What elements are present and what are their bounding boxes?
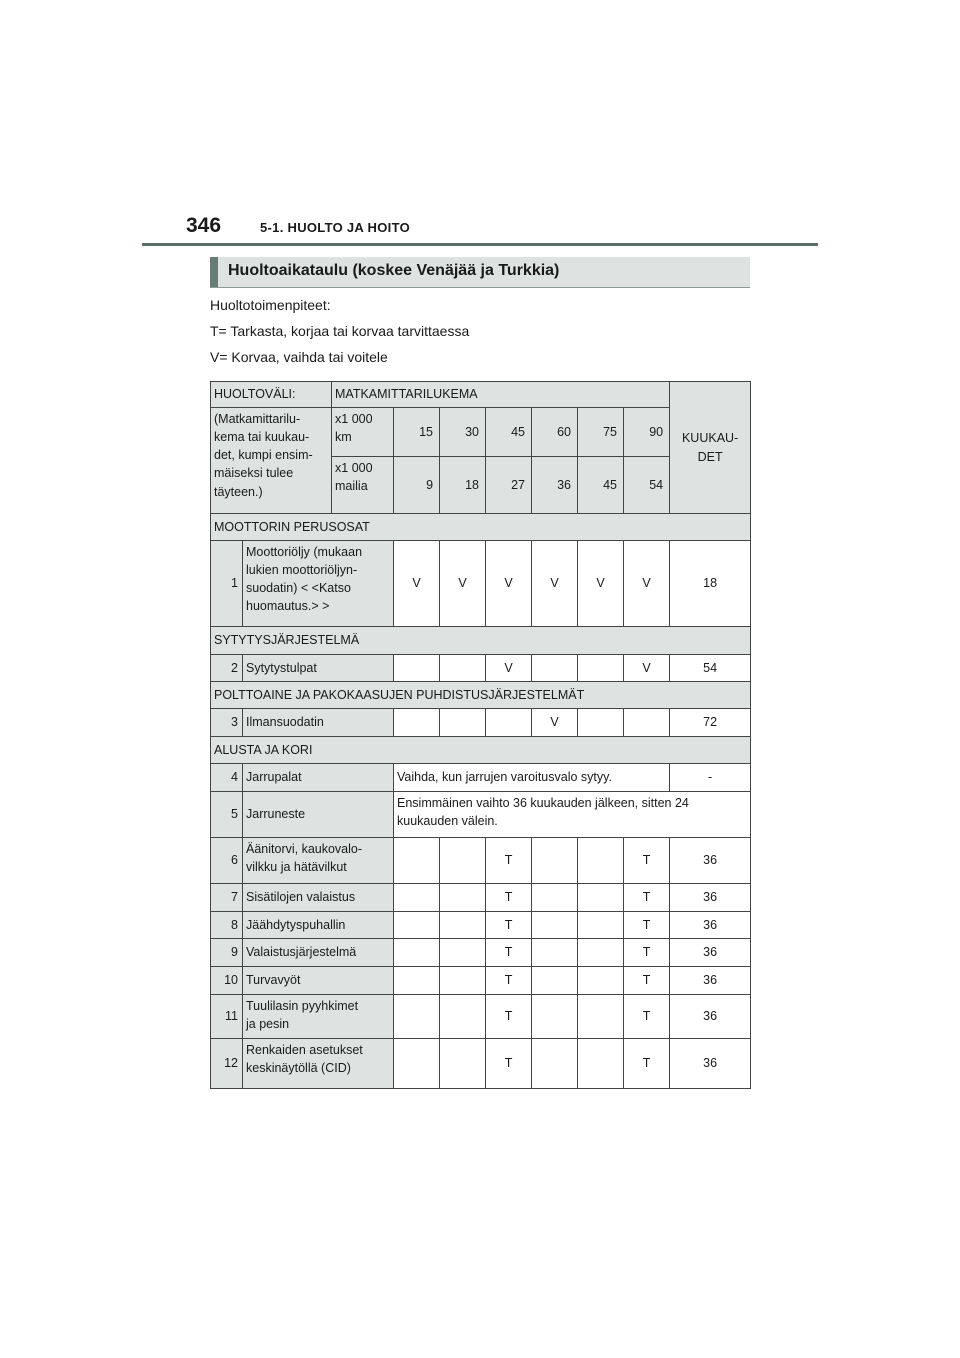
heading-accent-bar	[210, 257, 218, 287]
interval-description: (Matkamittarilu- kema tai kuukau- det, kumpi ensim- mäiseksi tulee täyteen.)	[211, 408, 332, 514]
row-cell: V	[532, 709, 578, 737]
miles-value: 36	[532, 457, 578, 514]
row-cell	[532, 967, 578, 995]
row-item: Jäähdytyspuhallin	[243, 912, 394, 939]
table-row	[211, 967, 751, 995]
row-cell	[440, 995, 486, 1039]
table-row	[211, 939, 751, 967]
table-row	[211, 764, 751, 792]
table-row	[211, 884, 751, 912]
row-cell	[394, 709, 440, 737]
row-cell	[578, 995, 624, 1039]
row-cell: T	[624, 1039, 670, 1089]
row-item: Sisätilojen valaistus	[243, 884, 394, 912]
row-number: 2	[211, 655, 243, 682]
row-cell	[394, 838, 440, 884]
row-item: Jarrupalat	[243, 764, 394, 792]
row-cell	[486, 709, 532, 737]
row-months: 36	[670, 838, 751, 884]
row-cell	[440, 884, 486, 912]
row-number: 12	[211, 1039, 243, 1089]
table-row	[211, 792, 751, 838]
intro-line-1: Huoltotoimenpiteet:	[210, 297, 331, 313]
km-value: 15	[394, 408, 440, 457]
row-cell: T	[624, 838, 670, 884]
km-value: 60	[532, 408, 578, 457]
row-cell: V	[624, 541, 670, 627]
row-item: Ilmansuodatin	[243, 709, 394, 737]
section-row-fuel	[211, 682, 751, 709]
row-cell	[578, 838, 624, 884]
row-cell	[532, 884, 578, 912]
row-cell	[440, 912, 486, 939]
row-cell	[578, 1039, 624, 1089]
miles-unit: x1 000 mailia	[332, 457, 394, 514]
row-cell: T	[486, 912, 532, 939]
row-cell: T	[624, 995, 670, 1039]
heading-title: Huoltoaikataulu (koskee Venäjää ja Turkkia)	[228, 262, 560, 279]
row-cell	[578, 709, 624, 737]
row-months: 36	[670, 912, 751, 939]
maintenance-schedule-table	[210, 381, 751, 1089]
row-cell: T	[486, 939, 532, 967]
section-label: POLTTOAINE JA PAKOKAASUJEN PUHDISTUSJÄRJESTELMÄT	[211, 682, 751, 709]
row-cell	[394, 939, 440, 967]
row-cell	[440, 709, 486, 737]
miles-value: 45	[578, 457, 624, 514]
section-row-ignition	[211, 627, 751, 655]
row-number: 10	[211, 967, 243, 995]
intro-line-3: V= Korvaa, vaihda tai voitele	[210, 349, 388, 365]
row-cell	[532, 1039, 578, 1089]
km-value: 75	[578, 408, 624, 457]
row-months: 36	[670, 939, 751, 967]
table-row	[211, 541, 751, 627]
row-number: 5	[211, 792, 243, 838]
row-cell	[440, 967, 486, 995]
row-number: 11	[211, 995, 243, 1039]
km-value: 30	[440, 408, 486, 457]
row-note: Ensimmäinen vaihto 36 kuukauden jälkeen, sitten 24 kuukauden välein.	[394, 792, 751, 838]
row-months: 54	[670, 655, 751, 682]
row-cell	[532, 838, 578, 884]
row-cell: T	[486, 838, 532, 884]
row-cell: V	[578, 541, 624, 627]
row-item: Valaistusjärjestelmä	[243, 939, 394, 967]
row-months: 36	[670, 1039, 751, 1089]
row-cell	[532, 655, 578, 682]
row-number: 3	[211, 709, 243, 737]
row-cell: T	[486, 884, 532, 912]
row-cell: V	[486, 541, 532, 627]
miles-value: 54	[624, 457, 670, 514]
row-cell: T	[486, 967, 532, 995]
table-row	[211, 995, 751, 1039]
miles-value: 18	[440, 457, 486, 514]
row-number: 6	[211, 838, 243, 884]
row-number: 1	[211, 541, 243, 627]
months-label: KUUKAU- DET	[670, 382, 751, 514]
row-cell	[394, 884, 440, 912]
km-value: 45	[486, 408, 532, 457]
row-cell: V	[394, 541, 440, 627]
row-number: 8	[211, 912, 243, 939]
row-months: 36	[670, 995, 751, 1039]
row-cell	[394, 967, 440, 995]
row-item: Renkaiden asetukset keskinäytöllä (CID)	[243, 1039, 394, 1089]
intro-line-2: T= Tarkasta, korjaa tai korvaa tarvittaessa	[210, 323, 470, 339]
row-cell: T	[624, 967, 670, 995]
row-item: Turvavyöt	[243, 967, 394, 995]
table-row	[211, 655, 751, 682]
row-cell: T	[624, 912, 670, 939]
row-note: Vaihda, kun jarrujen varoitusvalo sytyy.	[394, 764, 670, 792]
km-unit: x1 000 km	[332, 408, 394, 457]
row-cell	[578, 939, 624, 967]
row-cell: T	[486, 995, 532, 1039]
row-item: Moottoriöljy (mukaan lukien moottoriöljyn- suodatin) < <Katso huomautus.> >	[243, 541, 394, 627]
section-row-engine	[211, 514, 751, 541]
row-months: 36	[670, 967, 751, 995]
heading-box	[210, 257, 750, 288]
row-cell	[578, 912, 624, 939]
row-cell	[440, 939, 486, 967]
table-row	[211, 1039, 751, 1089]
row-cell: V	[624, 655, 670, 682]
row-cell	[440, 655, 486, 682]
row-cell: V	[532, 541, 578, 627]
row-cell	[394, 655, 440, 682]
header-row-km	[211, 408, 751, 457]
km-value: 90	[624, 408, 670, 457]
row-months: -	[670, 764, 751, 792]
section-label: SYTYTYSJÄRJESTELMÄ	[211, 627, 751, 655]
row-cell	[578, 884, 624, 912]
row-cell	[394, 995, 440, 1039]
row-cell	[394, 912, 440, 939]
row-cell	[440, 1039, 486, 1089]
row-cell	[578, 655, 624, 682]
miles-value: 9	[394, 457, 440, 514]
row-item: Äänitorvi, kaukovalo- vilkku ja hätävilkut	[243, 838, 394, 884]
row-cell	[394, 1039, 440, 1089]
section-title: 5-1. HUOLTO JA HOITO	[260, 220, 410, 235]
table-row	[211, 709, 751, 737]
row-months: 36	[670, 884, 751, 912]
row-cell: T	[486, 1039, 532, 1089]
header-rule	[142, 243, 818, 246]
row-number: 9	[211, 939, 243, 967]
row-cell: V	[440, 541, 486, 627]
odometer-label: MATKAMITTARILUKEMA	[332, 382, 670, 408]
section-label: ALUSTA JA KORI	[211, 737, 751, 764]
row-cell: T	[624, 884, 670, 912]
row-item: Sytytystulpat	[243, 655, 394, 682]
section-row-chassis	[211, 737, 751, 764]
table-row	[211, 912, 751, 939]
row-cell	[532, 939, 578, 967]
interval-label: HUOLTOVÄLI:	[211, 382, 332, 408]
miles-value: 27	[486, 457, 532, 514]
row-item: Jarruneste	[243, 792, 394, 838]
row-cell	[532, 912, 578, 939]
row-number: 4	[211, 764, 243, 792]
row-cell	[532, 995, 578, 1039]
page-number: 346	[186, 214, 222, 237]
row-item: Tuulilasin pyyhkimet ja pesin	[243, 995, 394, 1039]
header-row-labels	[211, 382, 751, 408]
row-cell: T	[624, 939, 670, 967]
row-cell: V	[486, 655, 532, 682]
row-cell	[624, 709, 670, 737]
row-cell	[578, 967, 624, 995]
row-months: 18	[670, 541, 751, 627]
row-months: 72	[670, 709, 751, 737]
row-cell	[440, 838, 486, 884]
table-row	[211, 838, 751, 884]
section-label: MOOTTORIN PERUSOSAT	[211, 514, 751, 541]
row-number: 7	[211, 884, 243, 912]
